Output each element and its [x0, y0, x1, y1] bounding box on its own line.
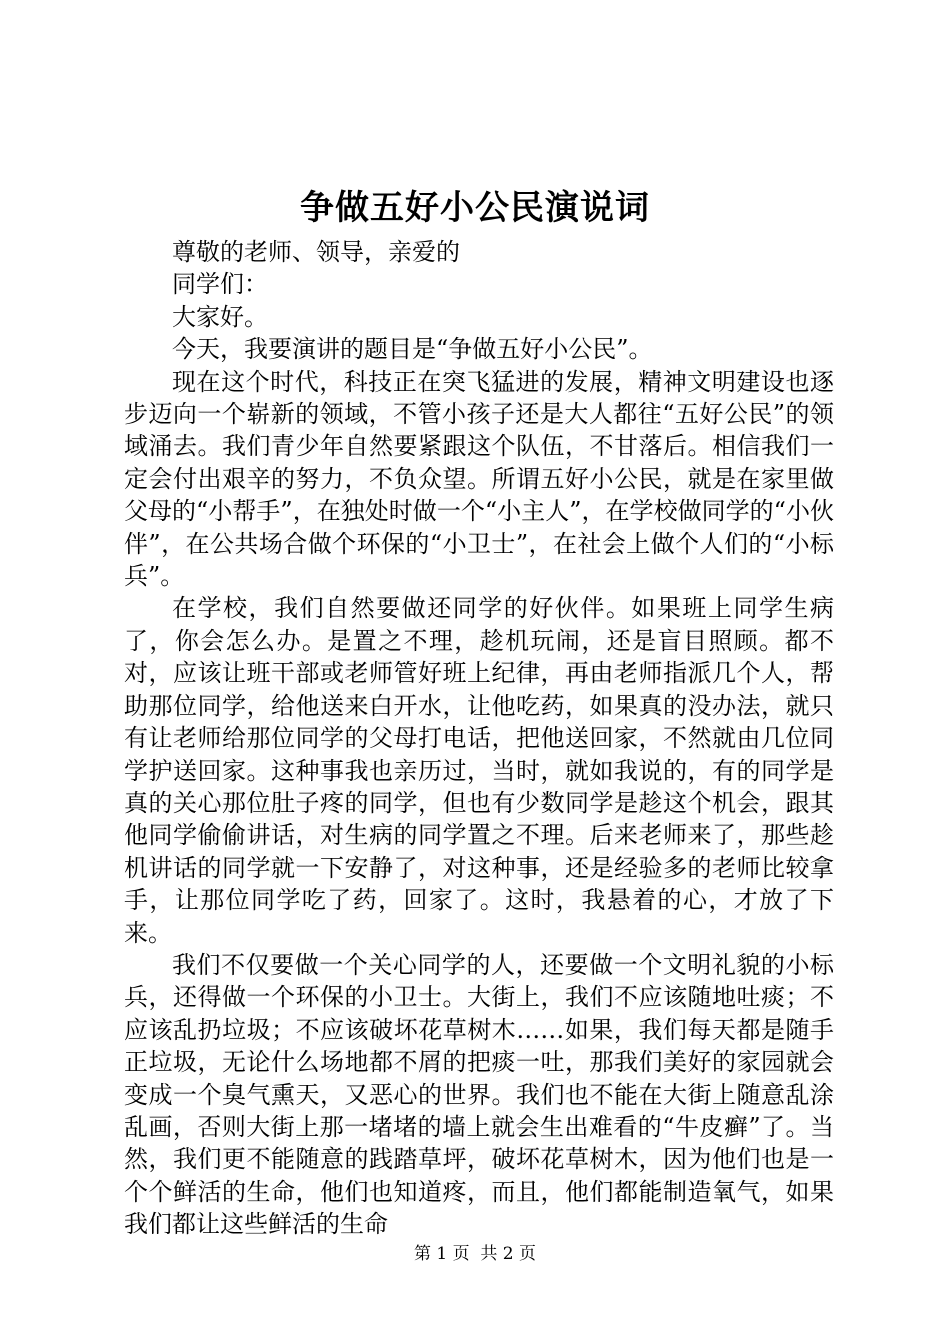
body-paragraph: 在学校，我们自然要做还同学的好伙伴。如果班上同学生病了，你会怎么办。是置之不理，趁机玩闹，还是盲目照顾。都不对，应该让班干部或老师管好班上纪律，再由老师指派几个人，帮助那位同学，给他送来白开水，让他吃药，如果真的没办法，就只有让老师给那位同学的父母打电话，把他送回家，不然就由几位同学护送回家。这种事我也亲历过，当时，就如我说的，有的同学是真的关心那位肚子疼的同学，但也有少数同学是趁这个机会，跟其他同学偷偷讲话，对生病的同学置之不理。后来老师来了，那些趁机讲话的同学就一下安静了，对这种事，还是经验多的老师比较拿手，让那位同学吃了药，回家了。这时，我悬着的心，才放了下来。 — [124, 594, 834, 947]
salutation-line-2: 同学们： — [172, 270, 268, 299]
page-footer — [0, 1242, 950, 1266]
body-paragraph: 现在这个时代，科技正在突飞猛进的发展，精神文明建设也逐步迈向一个崭新的领域，不管小孩子还是大人都往“五好公民”的领域涌去。我们青少年自然要紧跟这个队伍，不甘落后。相信我们一定会付出艰辛的努力，不负众望。所谓五好小公民，就是在家里做父母的“小帮手”，在独处时做一个“小主人”，在学校做同学的“小伙伴”，在公共场合做个环保的“小卫士”，在社会上做个人们的“小标兵”。 — [124, 367, 834, 591]
salutation-line-1: 尊敬的老师、领导，亲爱的 — [172, 238, 460, 266]
greeting-paragraph: 大家好。 — [172, 302, 268, 331]
body-paragraph: 我们不仅要做一个关心同学的人，还要做一个文明礼貌的小标兵，还得做一个环保的小卫士。大街上，我们不应该随地吐痰；不应该乱扔垃圾；不应该破坏花草树木……如果，我们每天都是随手正垃圾，无论什么场地都不屑的把痰一吐，那我们美好的家园就会变成一个臭气熏天，又恶心的世界。我们也不能在大街上随意乱涂乱画，否则大街上那一堵堵的墙上就会生出难看的“牛皮癣”了。当然，我们更不能随意的践踏草坪，破坏花草树木，因为他们也是一个个鲜活的生命，他们也知道疼，而且，他们都能制造氧气，如果我们都让这些鲜活的生命 — [124, 950, 834, 1239]
document-title: 争做五好小公民演说词 — [300, 188, 650, 228]
document-body — [124, 236, 834, 1241]
page-number-label: 第 1 页 共 2 页 — [413, 1244, 537, 1264]
topic-paragraph: 今天，我要演讲的题目是“争做五好小公民”。 — [172, 335, 653, 364]
